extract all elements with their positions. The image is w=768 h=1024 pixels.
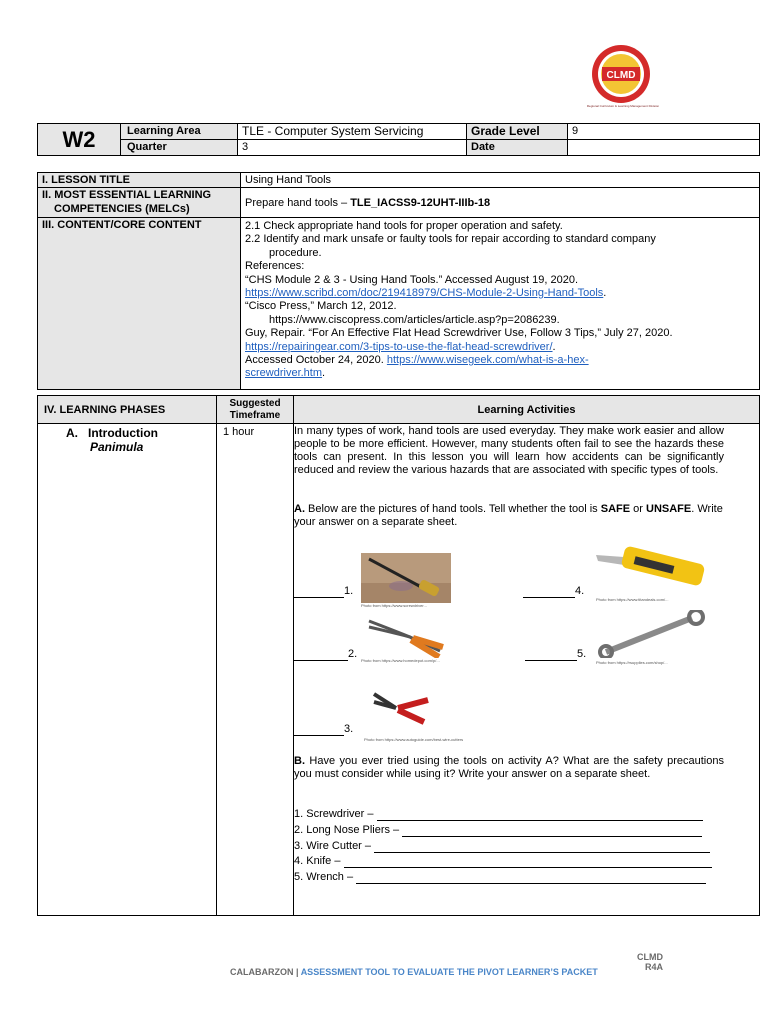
photo-caption-4: Photo from https://www.titandeals.com/... <box>596 597 669 602</box>
logo-subtext: Regional Curriculum & Learning Management Division <box>586 104 660 108</box>
clmd-seal-icon <box>590 44 652 106</box>
knife-photo <box>594 543 710 593</box>
content-value: 2.1 Check appropriate hand tools for proper operation and safety. 2.2 Identify and mark unsafe or faulty tools for repair according to standard company procedure. References: “CHS Module 2 & 3 - Using Hand Tools.” Accessed August 19, 2020. https://www.scribd.com/doc/219418979/CHS-Module-2-Using-Hand-Tools. “Cisco Press,” March 12, 2012. https://www.ciscopress.com/articles/article.asp?p=2086239. Guy, Repair. “For An Effective Flat Head Screwdriver Use, Follow 3 Tips,” July 27, 2020. https://repairingear.com/3-tips-to-use-the-flat-head-screwdriver/. Accessed October 24, 2020. https://www.wisegeek.com/what-is-a-hex- screwdriver.htm. <box>241 218 760 390</box>
footer-title: ASSESSMENT TOOL TO EVALUATE THE PIVOT LEARNER’S PACKET <box>300 967 598 977</box>
photo-caption-2: Photo from https://www.homedepot.com/p/... <box>361 658 440 663</box>
question-long-nose-pliers[interactable]: 2. Long Nose Pliers – <box>294 824 702 837</box>
week-label: W2 <box>62 126 96 152</box>
answer-line-1[interactable]: 1. <box>294 585 353 598</box>
screwdriver-photo <box>361 553 451 603</box>
reference-link-repairingear[interactable]: https://repairingear.com/3-tips-to-use-the-flat-head-screwdriver/ <box>245 340 553 353</box>
grade-level-label: Grade Level <box>467 124 568 140</box>
reference-link-wisegeek[interactable]: https://www.wisegeek.com/what-is-a-hex- <box>386 354 589 367</box>
question-wire-cutter[interactable]: 3. Wire Cutter – <box>294 840 710 853</box>
intro-phase-cell: A. Introduction Panimula <box>38 424 217 916</box>
timeframe-cell: 1 hour <box>217 424 294 916</box>
answer-line-2[interactable]: 2. <box>294 648 357 661</box>
intro-paragraph: In many types of work, hand tools are used everyday. They make work easier and allow people to be more efficient. However, many students often fail to see the hazards these tools can present. In this lesson you will learn how accidents can be significantly reduced and review the various hazards that are associated with specific types of tools. <box>294 425 724 476</box>
clmd-logo <box>590 44 652 106</box>
melc-code: TLE_IACSS9-12UHT-IIIb-18 <box>350 196 491 209</box>
question-wrench[interactable]: 5. Wrench – <box>294 871 706 884</box>
lesson-title-value: Using Hand Tools <box>241 173 760 188</box>
wrench-photo <box>596 610 708 658</box>
footer-line: CALABARZON | ASSESSMENT TOOL TO EVALUATE THE PIVOT LEARNER’S PACKET <box>230 967 598 977</box>
header-table <box>37 123 760 156</box>
wire-cutter-photo <box>370 688 430 728</box>
photo-caption-1: Photo from https://www.screwdriver... <box>361 603 427 608</box>
long-nose-pliers-photo <box>365 613 445 658</box>
answer-line-4[interactable]: 4. <box>523 585 584 598</box>
learning-area-label: Learning Area <box>121 124 238 140</box>
activity-a-instructions: A. Below are the pictures of hand tools. Tell whether the tool is SAFE or UNSAFE. Write your answer on a separate sheet. <box>294 503 723 528</box>
footer-region: CALABARZON <box>230 967 294 977</box>
quarter-label: Quarter <box>121 140 238 156</box>
date-label: Date <box>467 140 568 156</box>
question-screwdriver[interactable]: 1. Screwdriver – <box>294 808 703 821</box>
reference-link-wisegeek-cont[interactable]: screwdriver.htm <box>245 367 323 380</box>
photo-caption-5: Photo from https://rsupplies.com/shop/... <box>596 660 668 665</box>
content-label: III. CONTENT/CORE CONTENT <box>38 218 241 390</box>
answer-line-3[interactable]: 3. <box>294 723 353 736</box>
quarter-value: 3 <box>238 140 467 156</box>
lesson-table <box>37 172 760 390</box>
reference-link-scribd[interactable]: https://www.scribd.com/doc/219418979/CHS-Module-2-Using-Hand-Tools <box>245 287 604 300</box>
answer-line-5[interactable]: 5. <box>525 648 586 661</box>
phases-header: IV. LEARNING PHASES <box>38 396 217 424</box>
lesson-title-label: I. LESSON TITLE <box>38 173 241 188</box>
learning-area-value: TLE - Computer System Servicing <box>238 124 467 140</box>
question-knife[interactable]: 4. Knife – <box>294 855 712 868</box>
melc-label: II. MOST ESSENTIAL LEARNING COMPETENCIES (MELCs) <box>38 188 241 218</box>
activities-header: Learning Activities <box>294 396 760 424</box>
svg-text:CLMD: CLMD <box>606 70 636 81</box>
timeframe-header: Suggested Timeframe <box>217 396 294 424</box>
footer-code: CLMD R4A <box>637 952 663 972</box>
week-cell <box>38 124 121 156</box>
photo-caption-3: Photo from https://www.autoguide.com/best-wire-cutters <box>364 737 464 742</box>
melc-value: Prepare hand tools – TLE_IACSS9-12UHT-IIIb-18 <box>241 188 760 218</box>
grade-level-value: 9 <box>568 124 760 140</box>
activity-b-instructions: B. Have you ever tried using the tools on activity A? What are the safety precautions you must consider while using it? Write your answer on a separate sheet. <box>294 755 724 780</box>
date-value <box>568 140 760 156</box>
